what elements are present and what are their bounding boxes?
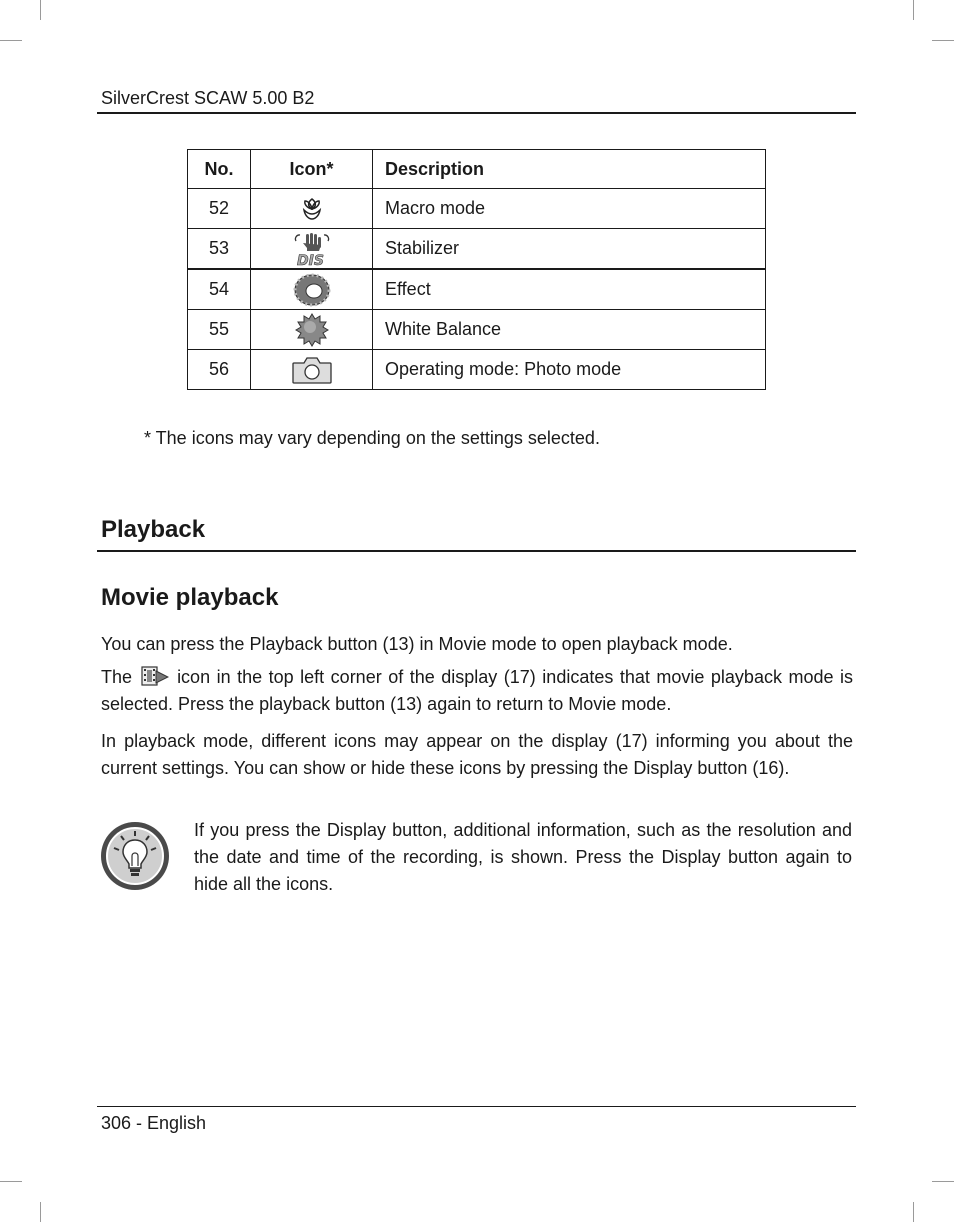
table-header-row <box>188 150 766 189</box>
column-header-description: Description <box>373 150 766 189</box>
row-number: 53 <box>188 229 251 270</box>
icon-table <box>187 149 766 390</box>
crop-mark <box>0 1181 22 1182</box>
row-description: Operating mode: Photo mode <box>373 350 766 390</box>
page-header-title: SilverCrest SCAW 5.00 B2 <box>101 88 315 108</box>
footer-divider <box>97 1106 856 1107</box>
crop-mark <box>913 0 914 20</box>
crop-mark <box>40 0 41 20</box>
crop-mark <box>40 1202 41 1222</box>
table-row <box>188 229 766 270</box>
row-number: 55 <box>188 310 251 350</box>
macro-flower-icon <box>298 195 326 223</box>
paragraph-text: icon in the top left corner of the display (17) indicates that movie playback mode is selected. Press the playback button (13) again to return to Movie mode. <box>101 667 853 714</box>
section-divider <box>97 550 856 552</box>
lightbulb-icon <box>99 820 171 892</box>
table-row <box>188 269 766 310</box>
svg-text:DIS: DIS <box>296 252 324 267</box>
row-description: Macro mode <box>373 189 766 229</box>
row-description: White Balance <box>373 310 766 350</box>
paragraph: You can press the Playback button (13) in Movie mode to open playback mode. <box>101 634 733 654</box>
column-header-no: No. <box>188 150 251 189</box>
table-row <box>188 310 766 350</box>
row-description: Stabilizer <box>373 229 766 270</box>
crop-mark <box>932 40 954 41</box>
header-divider <box>97 112 856 114</box>
crop-mark <box>932 1181 954 1182</box>
table-footnote: * The icons may vary depending on the settings selected. <box>144 428 600 448</box>
paragraph <box>101 664 853 718</box>
movie-playback-icon <box>141 666 169 686</box>
photo-camera-icon <box>291 355 333 385</box>
subsection-heading-movie-playback: Movie playback <box>101 584 279 611</box>
white-balance-icon <box>295 313 329 347</box>
section-heading-playback: Playback <box>101 516 206 543</box>
paragraph-text: The <box>101 667 133 687</box>
table-row <box>188 189 766 229</box>
row-number: 54 <box>188 269 251 310</box>
tip-text: If you press the Display button, additional information, such as the resolution and the date and time of the recording, is shown. Press the Display button again to hide all the icons. <box>194 820 852 894</box>
table-row <box>188 350 766 390</box>
row-number: 56 <box>188 350 251 390</box>
crop-mark <box>0 40 22 41</box>
row-number: 52 <box>188 189 251 229</box>
row-description: Effect <box>373 269 766 310</box>
paragraph: In playback mode, different icons may appear on the display (17) informing you about the current settings. You can show or hide these icons by pressing the Display button (16). <box>101 731 853 778</box>
stabilizer-dis-icon <box>292 231 332 267</box>
page-footer: 306 - English <box>101 1113 207 1133</box>
effect-ring-icon <box>293 273 331 307</box>
crop-mark <box>913 1202 914 1222</box>
column-header-icon: Icon* <box>251 150 373 189</box>
